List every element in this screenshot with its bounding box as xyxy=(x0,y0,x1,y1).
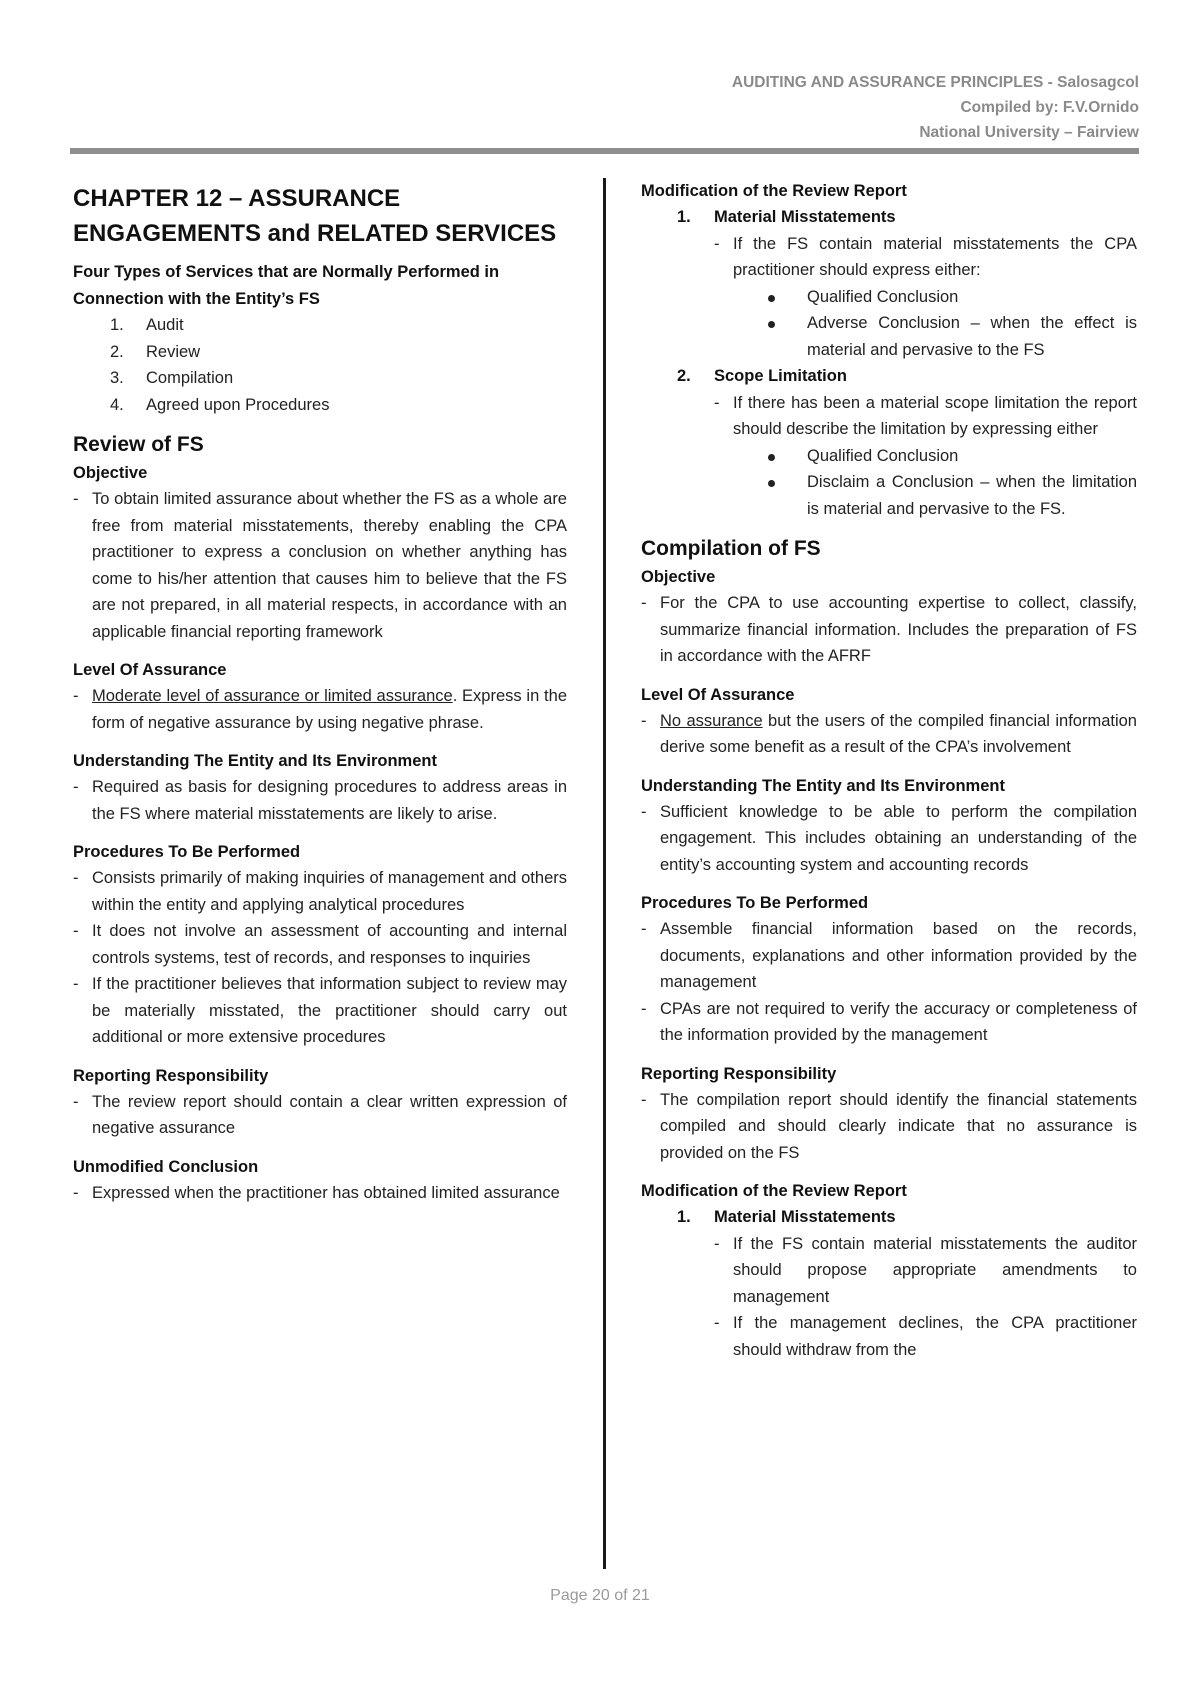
four-types-list xyxy=(73,312,567,418)
understanding-text: - Required as basis for designing procedures to address areas in the FS where material misstatements are likely to arise. xyxy=(73,778,567,823)
four-types-heading: Four Types of Services that are Normally Performed in Connection with the Entity’s FS xyxy=(73,263,500,308)
level-heading: Level Of Assurance xyxy=(641,685,795,704)
modification-heading: Modification of the Review Report xyxy=(641,1182,907,1200)
reporting-heading: Reporting Responsibility xyxy=(641,1064,837,1083)
scope-limitation-text: - If there has been a material scope limitation the report should describe the limitation by expressing either xyxy=(714,393,1137,438)
level-text: - No assurance but the users of the compiled financial information derive some benefit as a result of the CPA’s involvement xyxy=(641,711,1137,756)
objective-text: - For the CPA to use accounting expertise to collect, classify, summarize financial information. Includes the preparation of FS in accordance with the AFRF xyxy=(641,594,1137,665)
bullet-dot-icon xyxy=(768,321,775,328)
material-misstatements-item: - If the FS contain material misstatements the auditor should propose appropriate amendments to management xyxy=(714,1234,1137,1306)
procedure-item: - CPAs are not required to verify the accuracy or completeness of the information provided by the management xyxy=(641,999,1137,1044)
conclusion-option: Qualified Conclusion xyxy=(641,284,1137,311)
header-divider xyxy=(70,148,1139,154)
material-misstatements-text: - If the FS contain material misstatements the CPA practitioner should express either: xyxy=(714,234,1137,279)
left-column xyxy=(73,181,567,1206)
column-divider xyxy=(603,178,606,1569)
material-misstatements-item: - If the management declines, the CPA practitioner should withdraw from the xyxy=(714,1314,1137,1359)
procedures-heading: Procedures To Be Performed xyxy=(641,894,869,912)
review-section-title: Review of FS xyxy=(73,433,204,456)
right-column xyxy=(641,178,1137,1363)
procedures-heading: Procedures To Be Performed xyxy=(73,843,301,861)
objective-heading: Objective xyxy=(73,464,148,482)
list-item: 4. Agreed upon Procedures xyxy=(110,395,330,414)
objective-heading: Objective xyxy=(641,568,716,586)
reporting-text: - The review report should contain a clear written expression of negative assurance xyxy=(73,1092,567,1137)
understanding-heading: Understanding The Entity and Its Environment xyxy=(73,752,437,770)
scope-limitation-heading: 2. Scope Limitation xyxy=(677,367,847,385)
modification-heading: Modification of the Review Report xyxy=(641,182,907,200)
conclusion-option: Adverse Conclusion – when the effect is material and pervasive to the FS xyxy=(641,310,1137,363)
conclusion-option: Qualified Conclusion xyxy=(641,443,1137,470)
understanding-text: - Sufficient knowledge to be able to perform the compilation engagement. This includes obtaining an understanding of the entity’s accounting system and accounting records xyxy=(641,802,1137,874)
understanding-heading: Understanding The Entity and Its Environment xyxy=(641,776,1005,795)
procedure-item: - If the practitioner believes that information subject to review may be materially misstated, the practitioner should carry out additional or more extensive procedures xyxy=(73,975,567,1046)
conclusion-option: Disclaim a Conclusion – when the limitation is material and pervasive to the FS. xyxy=(641,469,1137,522)
level-heading: Level Of Assurance xyxy=(73,661,227,679)
level-text: - Moderate level of assurance or limited assurance. Express in the form of negative assurance by using negative phrase. xyxy=(73,687,567,732)
reporting-text: - The compilation report should identify the financial statements compiled and should clearly indicate that no assurance is provided on the FS xyxy=(641,1090,1137,1162)
document-header xyxy=(732,70,1139,145)
reporting-heading: Reporting Responsibility xyxy=(73,1066,269,1085)
procedure-item: - It does not involve an assessment of accounting and internal controls systems, test of records, and responses to inquiries xyxy=(73,922,567,967)
procedure-item: - Assemble financial information based on the records, documents, explanations and other information provided by the management xyxy=(641,920,1137,991)
material-misstatements-heading: 1. Material Misstatements xyxy=(677,1208,896,1226)
page-number: Page 20 of 21 xyxy=(550,1587,650,1604)
unmodified-text: - Expressed when the practitioner has obtained limited assurance xyxy=(73,1183,560,1202)
material-misstatements-heading: 1. Material Misstatements xyxy=(677,208,896,226)
header-course: AUDITING AND ASSURANCE PRINCIPLES - Salosagcol xyxy=(731,74,1139,91)
list-item: 1. Audit xyxy=(110,316,184,334)
header-compiler: Compiled by: F.V.Ornido xyxy=(960,99,1139,116)
compilation-section-title: Compilation of FS xyxy=(641,537,821,560)
procedure-item: - Consists primarily of making inquiries of management and others within the entity and applying analytical procedures xyxy=(73,869,567,914)
objective-text: - To obtain limited assurance about whether the FS as a whole are free from material misstatements, thereby enabling the CPA practitioner to express a conclusion on whether anything has come to his/her attention that causes him to believe that the FS are not prepared, in all material respects, in accordance with an applicable financial reporting framework xyxy=(73,490,567,641)
chapter-title: CHAPTER 12 – ASSURANCE ENGAGEMENTS and RELATED SERVICES xyxy=(73,185,557,247)
list-item: 3. Compilation xyxy=(110,369,234,387)
bullet-dot-icon xyxy=(768,295,775,302)
bullet-dot-icon xyxy=(768,480,775,487)
header-school: National University – Fairview xyxy=(919,124,1139,141)
unmodified-heading: Unmodified Conclusion xyxy=(73,1157,259,1176)
bullet-dot-icon xyxy=(768,454,775,461)
list-item: 2. Review xyxy=(110,342,201,361)
